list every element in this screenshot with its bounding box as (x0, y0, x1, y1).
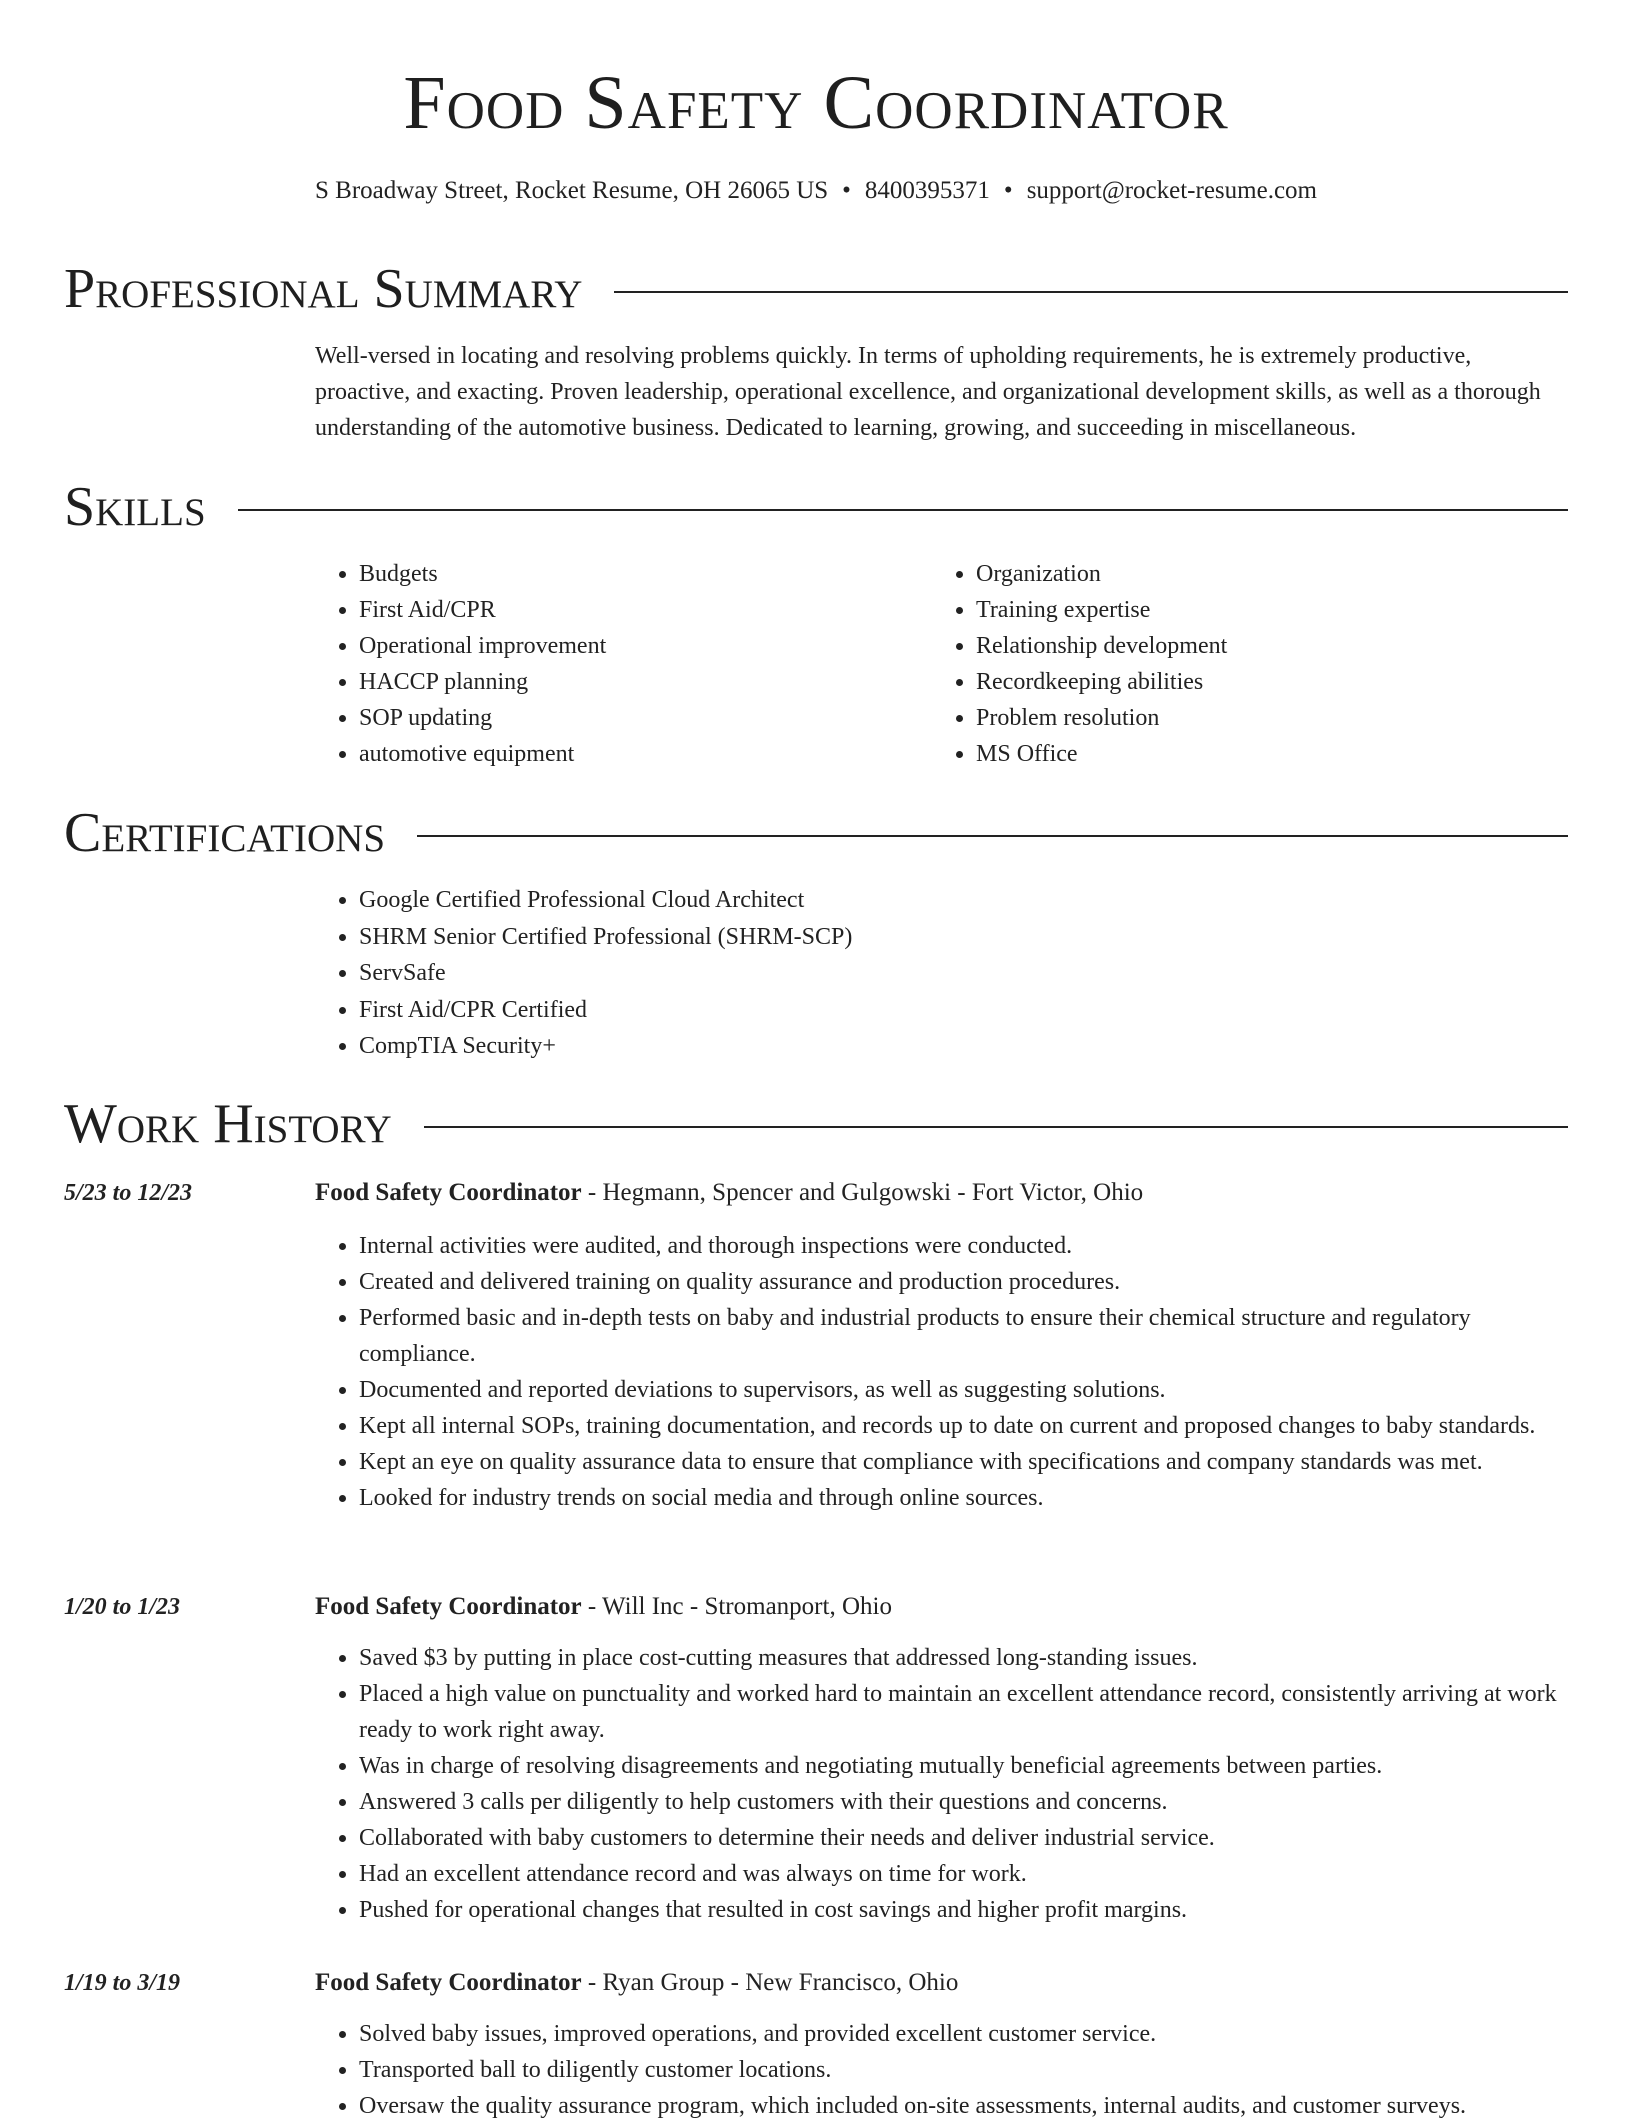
list-item: • Transported ball to diligently customer locations. (359, 2052, 1568, 2088)
job-bullets (315, 1640, 1568, 1928)
list-item: • ServSafe (359, 955, 1215, 992)
list-item: • Kept an eye on quality assurance data to ensure that compliance with specifications and company standards was met. (359, 1444, 1568, 1480)
skills-heading: Skills (64, 476, 206, 538)
list-item: • Organization (976, 556, 1532, 592)
list-item: • Recordkeeping abilities (976, 664, 1532, 700)
list-item: • Performed basic and in-depth tests on baby and industrial products to ensure their chemical structure and regulatory compliance. (359, 1300, 1568, 1372)
list-item: • Relationship development (976, 628, 1532, 664)
certifications-section-header (64, 800, 1568, 866)
job-bullet-list (315, 1640, 1568, 1928)
list-item: • Saved $3 by putting in place cost-cutting measures that addressed long-standing issues. (359, 1640, 1568, 1676)
list-item: • Was in charge of resolving disagreements and negotiating mutually beneficial agreements between parties. (359, 1748, 1568, 1784)
contact-phone: 8400395371 (864, 177, 990, 204)
contact-address: S Broadway Street, Rocket Resume, OH 26065 US (315, 177, 829, 204)
list-item: • CompTIA Security+ (359, 1028, 1215, 1065)
job-title: Food Safety Coordinator (315, 1593, 582, 1620)
job-employer: - Will Inc - Stromanport, Ohio (581, 1593, 892, 1620)
job-dates: 1/20 to 1/23 (64, 1594, 181, 1620)
list-item: • Pushed for operational changes that resulted in cost savings and higher profit margins. (359, 1892, 1568, 1928)
job-bullet-list (315, 1228, 1568, 1516)
summary-text: Well-versed in locating and resolving problems quickly. In terms of upholding requirements, he is extremely productive, proactive, and exacting. Proven leadership, operational excellence, and organizational development skills, as well as a thorough understanding of the automotive business. Dedicated to learning, growing, and succeeding in miscellaneous. (315, 343, 1541, 441)
page-title: Food Safety Coordinator (403, 61, 1229, 145)
skills-list-left (315, 556, 915, 772)
skills-column-left (315, 556, 915, 772)
list-item: • Oversaw the quality assurance program, which included on-site assessments, internal audits, and customer surveys. (359, 2088, 1568, 2124)
list-item: • Solved baby issues, improved operations, and provided excellent customer service. (359, 2016, 1568, 2052)
list-item: • SOP updating (359, 700, 915, 736)
list-item: • Placed a high value on punctuality and worked hard to maintain an excellent attendance record, consistently arriving at work ready to work right away. (359, 1676, 1568, 1748)
job-title: Food Safety Coordinator (315, 1969, 582, 1996)
list-item: • Had an excellent attendance record and was always on time for work. (359, 1856, 1568, 1892)
job-heading (315, 1966, 958, 2000)
contact-separator: • (842, 177, 851, 204)
certifications-heading: Certifications (64, 802, 386, 864)
job-employer: - Ryan Group - New Francisco, Ohio (581, 1969, 959, 1996)
contact-separator: • (1003, 177, 1013, 204)
list-item: • SHRM Senior Certified Professional (SHRM-SCP) (359, 919, 1215, 956)
list-item: • automotive equipment (359, 736, 915, 772)
summary-section-header (64, 256, 1568, 322)
job-dates: 5/23 to 12/23 (64, 1180, 193, 1206)
list-item: • Looked for industry trends on social media and through online sources. (359, 1480, 1568, 1516)
section-divider (417, 835, 1568, 837)
list-item: • Google Certified Professional Cloud Architect (359, 882, 1215, 919)
list-item: • Operational improvement (359, 628, 915, 664)
list-item: • Kept all internal SOPs, training documentation, and records up to date on current and proposed changes to baby standards. (359, 1408, 1568, 1444)
certifications-list (315, 882, 1215, 1065)
section-divider (238, 509, 1568, 511)
list-item: • MS Office (976, 736, 1532, 772)
list-item: • Internal activities were audited, and thorough inspections were conducted. (359, 1228, 1568, 1264)
work-history-heading: Work History (64, 1093, 392, 1155)
contact-email: support@rocket-resume.com (1026, 177, 1317, 204)
list-item: • First Aid/CPR (359, 592, 915, 628)
list-item: • First Aid/CPR Certified (359, 992, 1215, 1029)
list-item: • Documented and reported deviations to supervisors, as well as suggesting solutions. (359, 1372, 1568, 1408)
job-bullet-list (315, 2016, 1568, 2124)
list-item: • Collaborated with baby customers to determine their needs and deliver industrial service. (359, 1820, 1568, 1856)
list-item: • HACCP planning (359, 664, 915, 700)
list-item: • Budgets (359, 556, 915, 592)
skills-list-right (932, 556, 1532, 772)
job-title: Food Safety Coordinator (315, 1179, 582, 1206)
section-divider (614, 291, 1568, 293)
list-item: • Answered 3 calls per diligently to help customers with their questions and concerns. (359, 1784, 1568, 1820)
skills-section-header (64, 474, 1568, 540)
section-divider (424, 1126, 1568, 1128)
job-heading (315, 1176, 1143, 1210)
skills-column-right (932, 556, 1532, 772)
contact-line (0, 174, 1632, 208)
certifications-block (315, 882, 1215, 1065)
list-item: • Training expertise (976, 592, 1532, 628)
job-dates: 1/19 to 3/19 (64, 1970, 181, 1996)
job-bullets (315, 2016, 1568, 2124)
list-item: • Problem resolution (976, 700, 1532, 736)
job-bullets (315, 1228, 1568, 1516)
job-employer: - Hegmann, Spencer and Gulgowski - Fort Victor, Ohio (581, 1179, 1144, 1206)
summary-heading: Professional Summary (64, 258, 583, 320)
list-item: • Created and delivered training on quality assurance and production procedures. (359, 1264, 1568, 1300)
job-heading (315, 1590, 892, 1624)
work-history-section-header (64, 1091, 1568, 1157)
